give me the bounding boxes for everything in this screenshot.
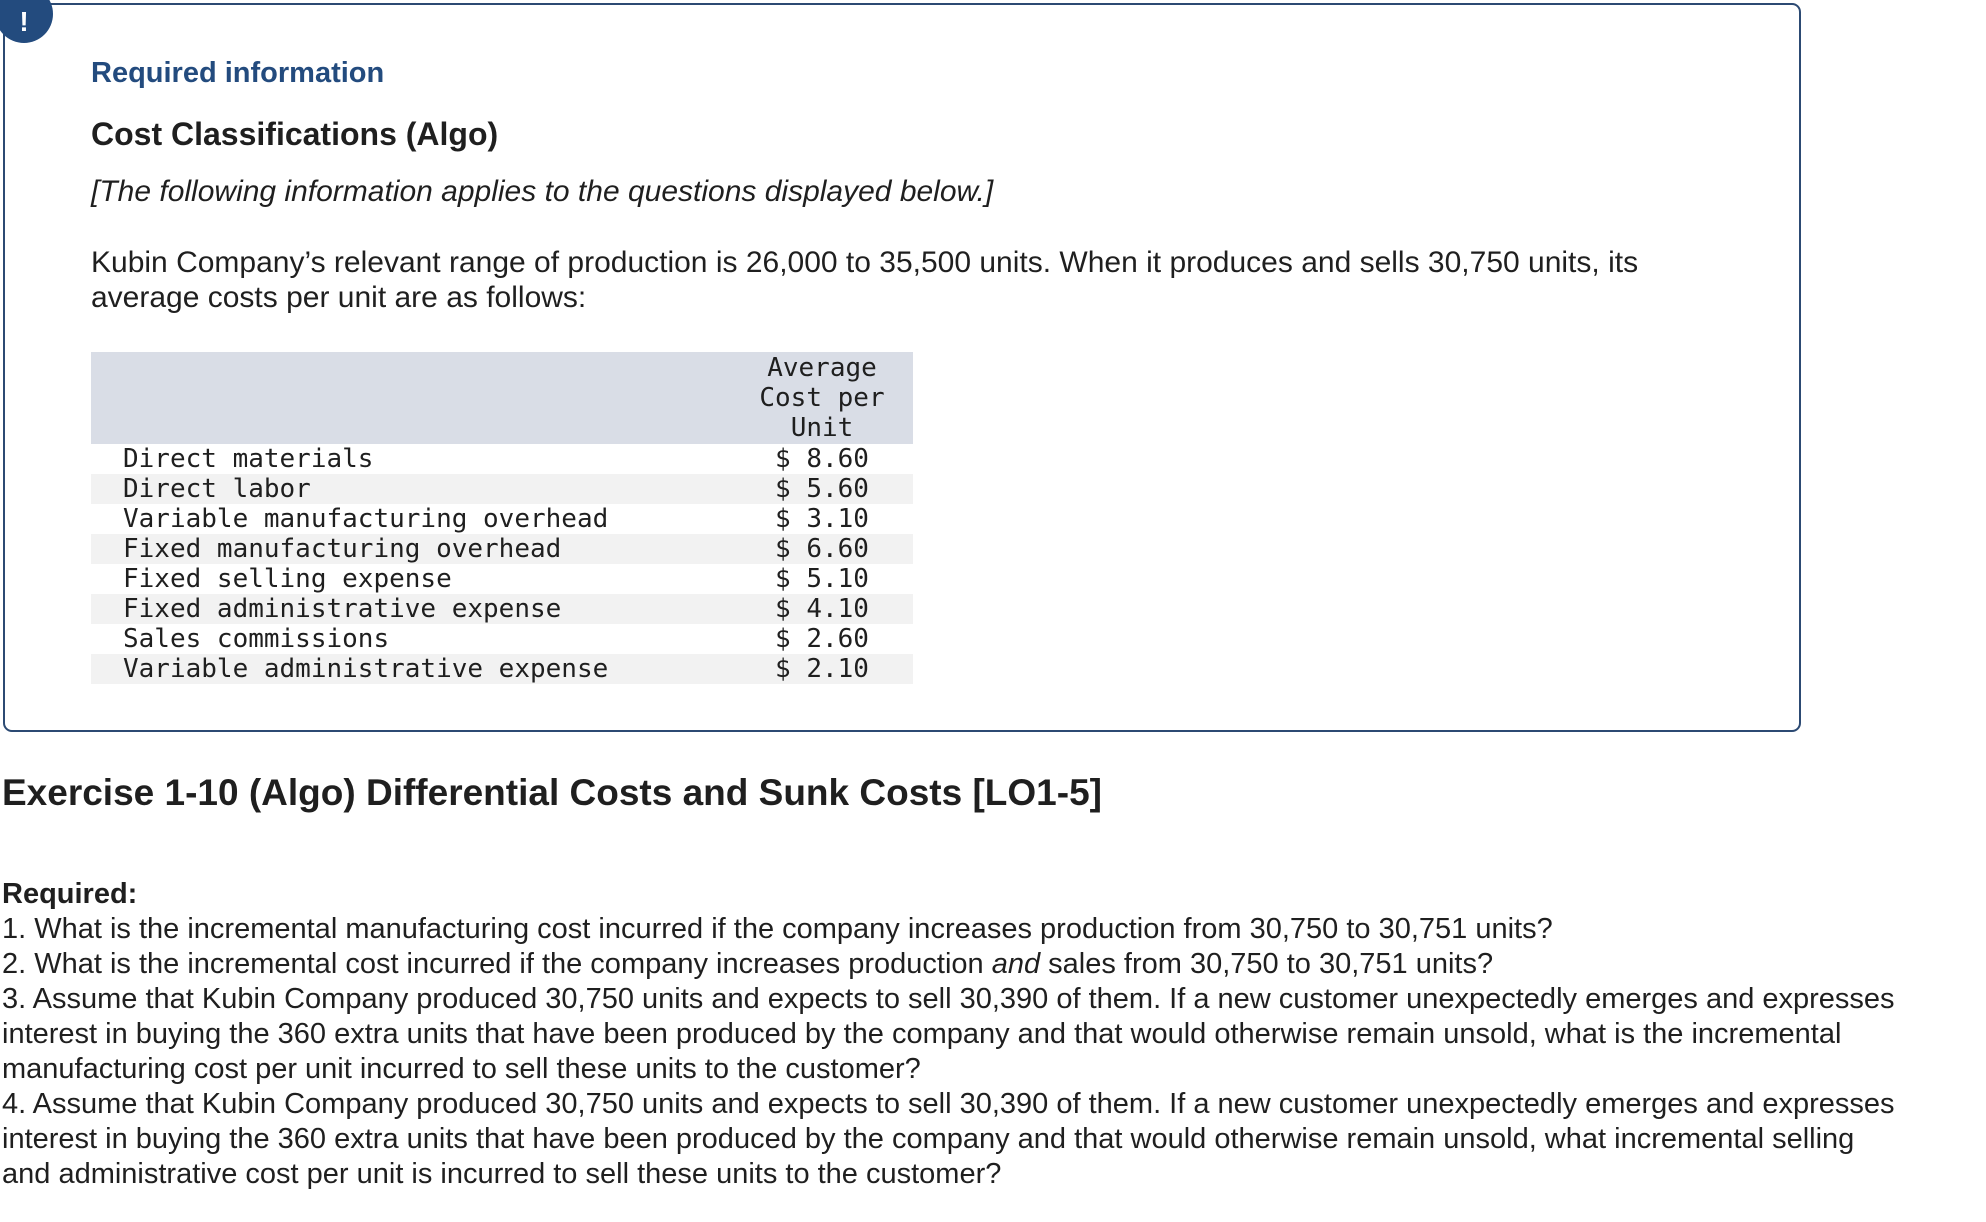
cost-value: $ 6.60: [731, 534, 913, 564]
required-information-panel: [3, 3, 1801, 732]
average-cost-table: [91, 352, 913, 684]
cost-item: Fixed administrative expense: [91, 594, 731, 624]
cost-value: $ 2.10: [731, 654, 913, 684]
exercise-title: Exercise 1-10 (Algo) Differential Costs and Sunk Costs [LO1-5]: [2, 772, 1102, 813]
cost-value: $ 5.10: [775, 564, 869, 594]
table-row: [91, 564, 913, 594]
question-2-emphasis: and: [991, 948, 1041, 980]
table-row: [91, 444, 913, 474]
cost-item: Fixed selling expense: [123, 564, 452, 594]
cost-item: Sales commissions: [123, 624, 390, 654]
table-row: [91, 654, 913, 684]
question-2: [2, 947, 1902, 982]
alert-icon-glyph: !: [19, 6, 29, 37]
question-3: 3. Assume that Kubin Company produced 30,750 units and expects to sell 30,390 of them. If a new customer unexpectedly emerges and expresses interest in buying the 360 extra units that have been produced by the company and that would otherwise remain unsold, what is the incremental manufacturing cost per unit incurred to sell these units to the customer?: [2, 983, 1895, 1085]
applies-note: [The following information applies to the questions displayed below.]: [91, 175, 994, 208]
question-2-text-start: 2. What is the incremental cost incurred if the company increases production: [2, 948, 992, 980]
cost-item: Direct labor: [91, 474, 731, 504]
cost-item: Direct materials: [123, 444, 374, 474]
table-row: [91, 594, 913, 624]
cost-value: $ 2.60: [775, 624, 869, 654]
header-line: Average: [767, 353, 877, 383]
cost-value: $ 3.10: [775, 504, 869, 534]
section-title: Cost Classifications (Algo): [91, 116, 499, 152]
table-row: [91, 474, 913, 504]
question-1: 1. What is the incremental manufacturing cost incurred if the company increases production from 30,750 to 30,751 units?: [2, 913, 1553, 945]
table-row: [91, 534, 913, 564]
required-questions: [2, 877, 1902, 1192]
header-item: [91, 352, 731, 444]
cost-item: Variable administrative expense: [91, 654, 731, 684]
header-average-cost-per-unit: [731, 352, 913, 444]
cost-item: Fixed manufacturing overhead: [91, 534, 731, 564]
required-label: Required:: [2, 878, 138, 910]
cost-item: Variable manufacturing overhead: [123, 504, 609, 534]
question-4: 4. Assume that Kubin Company produced 30,750 units and expects to sell 30,390 of them. If a new customer unexpectedly emerges and expresses interest in buying the 360 extra units that have been produced by the company and that would otherwise remain unsold, what incremental selling and administrative cost per unit is incurred to sell these units to the customer?: [2, 1088, 1895, 1190]
table-row: [91, 504, 913, 534]
intro-paragraph: Kubin Company’s relevant range of production is 26,000 to 35,500 units. When it produces and sells 30,750 units, its average costs per unit are as follows:: [91, 246, 1639, 314]
header-line: Unit: [790, 413, 854, 443]
header-line: Cost per: [759, 383, 885, 413]
cost-value: $ 4.10: [731, 594, 913, 624]
alert-icon: [0, 0, 53, 43]
cost-value: $ 8.60: [775, 444, 869, 474]
required-information-heading: Required information: [91, 57, 385, 89]
cost-value: $ 5.60: [731, 474, 913, 504]
question-2-text-end: sales from 30,750 to 30,751 units?: [1040, 948, 1494, 980]
table-header-row: [91, 352, 913, 444]
table-row: [91, 624, 913, 654]
